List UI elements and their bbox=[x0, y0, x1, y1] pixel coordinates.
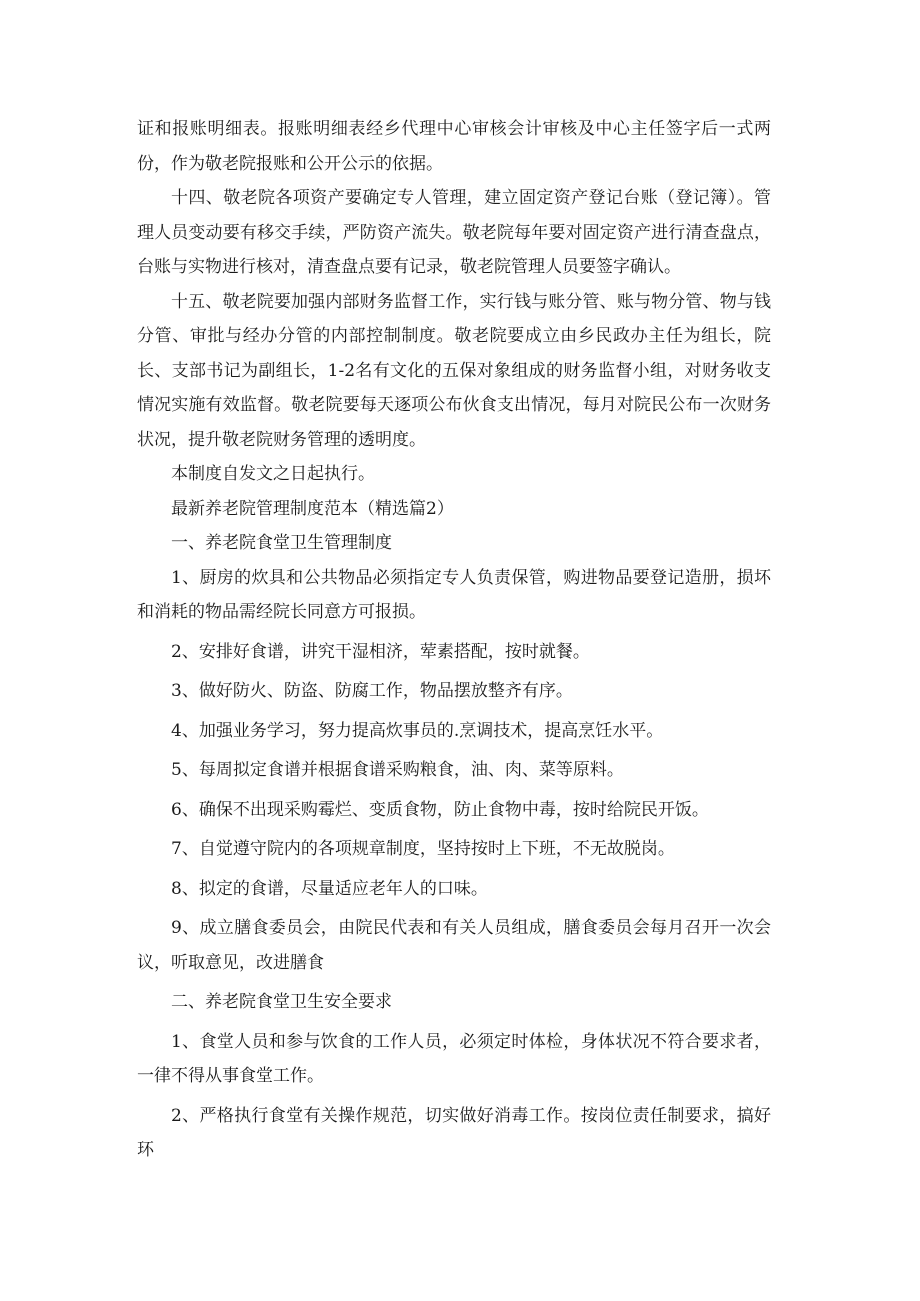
heading-1: 一、养老院食堂卫生管理制度 bbox=[171, 533, 392, 553]
paragraph-3: 十五、敬老院要加强内部财务监督工作，实行钱与账分管、账与物分管、物与钱分管、审批与经办分管的内部控制制度。敬老院要成立由乡民政办主任为组长，院长、支部书记为副组长，1-2名有文化的五保对象组成的财务监督小组，对财务收支情况实施有效监督。敬老院要每天逐项公布伙食支出情况，每月对院民公布一次财务状况，提升敬老院财务管理的透明度。 bbox=[137, 291, 771, 450]
list-item-10: 1、食堂人员和参与饮食的工作人员，必须定时体检，身体状况不符合要求者，一律不得从事食堂工作。 bbox=[137, 1031, 771, 1086]
paragraph-1: 证和报账明细表。报账明细表经乡代理中心审核会计审核及中心主任签字后一式两份，作为敬老院报账和公开公示的依据。 bbox=[137, 119, 771, 174]
paragraph-4: 本制度自发文之日起执行。 bbox=[171, 464, 375, 484]
document-page bbox=[137, 112, 771, 1168]
list-item-8: 8、拟定的食谱，尽量适应老年人的口味。 bbox=[171, 878, 488, 899]
heading-2: 二、养老院食堂卫生安全要求 bbox=[171, 992, 392, 1012]
list-item-5: 5、每周拟定食谱并根据食谱采购粮食，油、肉、菜等原料。 bbox=[171, 760, 624, 780]
list-item-2: 2、安排好食谱，讲究干湿相济，荤素搭配，按时就餐。 bbox=[171, 641, 590, 662]
list-item-7: 7、自觉遵守院内的各项规章制度，坚持按时上下班，不无故脱岗。 bbox=[171, 839, 675, 859]
list-item-9: 9、成立膳食委员会，由院民代表和有关人员组成，膳食委员会每月召开一次会议，听取意见，改进膳食 bbox=[137, 918, 771, 973]
list-item-1: 1、厨房的炊具和公共物品必须指定专人负责保管，购进物品要登记造册，损坏和消耗的物品需经院长同意方可报损。 bbox=[137, 567, 771, 622]
list-item-4: 4、加强业务学习，努力提高炊事员的.烹调技术，提高烹饪水平。 bbox=[171, 720, 664, 741]
section-title-2: 最新养老院管理制度范本（精选篇2） bbox=[171, 498, 454, 519]
list-item-3: 3、做好防火、防盗、防腐工作，物品摆放整齐有序。 bbox=[171, 681, 573, 701]
list-item-6: 6、确保不出现采购霉烂、变质食物，防止食物中毒，按时给院民开饭。 bbox=[171, 799, 709, 820]
list-item-11: 2、严格执行食堂有关操作规范，切实做好消毒工作。按岗位责任制要求，搞好环 bbox=[137, 1105, 771, 1160]
paragraph-2: 十四、敬老院各项资产要确定专人管理，建立固定资产登记台账（登记簿）。管理人员变动要有移交手续，严防资产流失。敬老院每年要对固定资产进行清查盘点，台账与实物进行核对，清查盘点要有记录，敬老院管理人员要签字确认。 bbox=[137, 188, 771, 277]
